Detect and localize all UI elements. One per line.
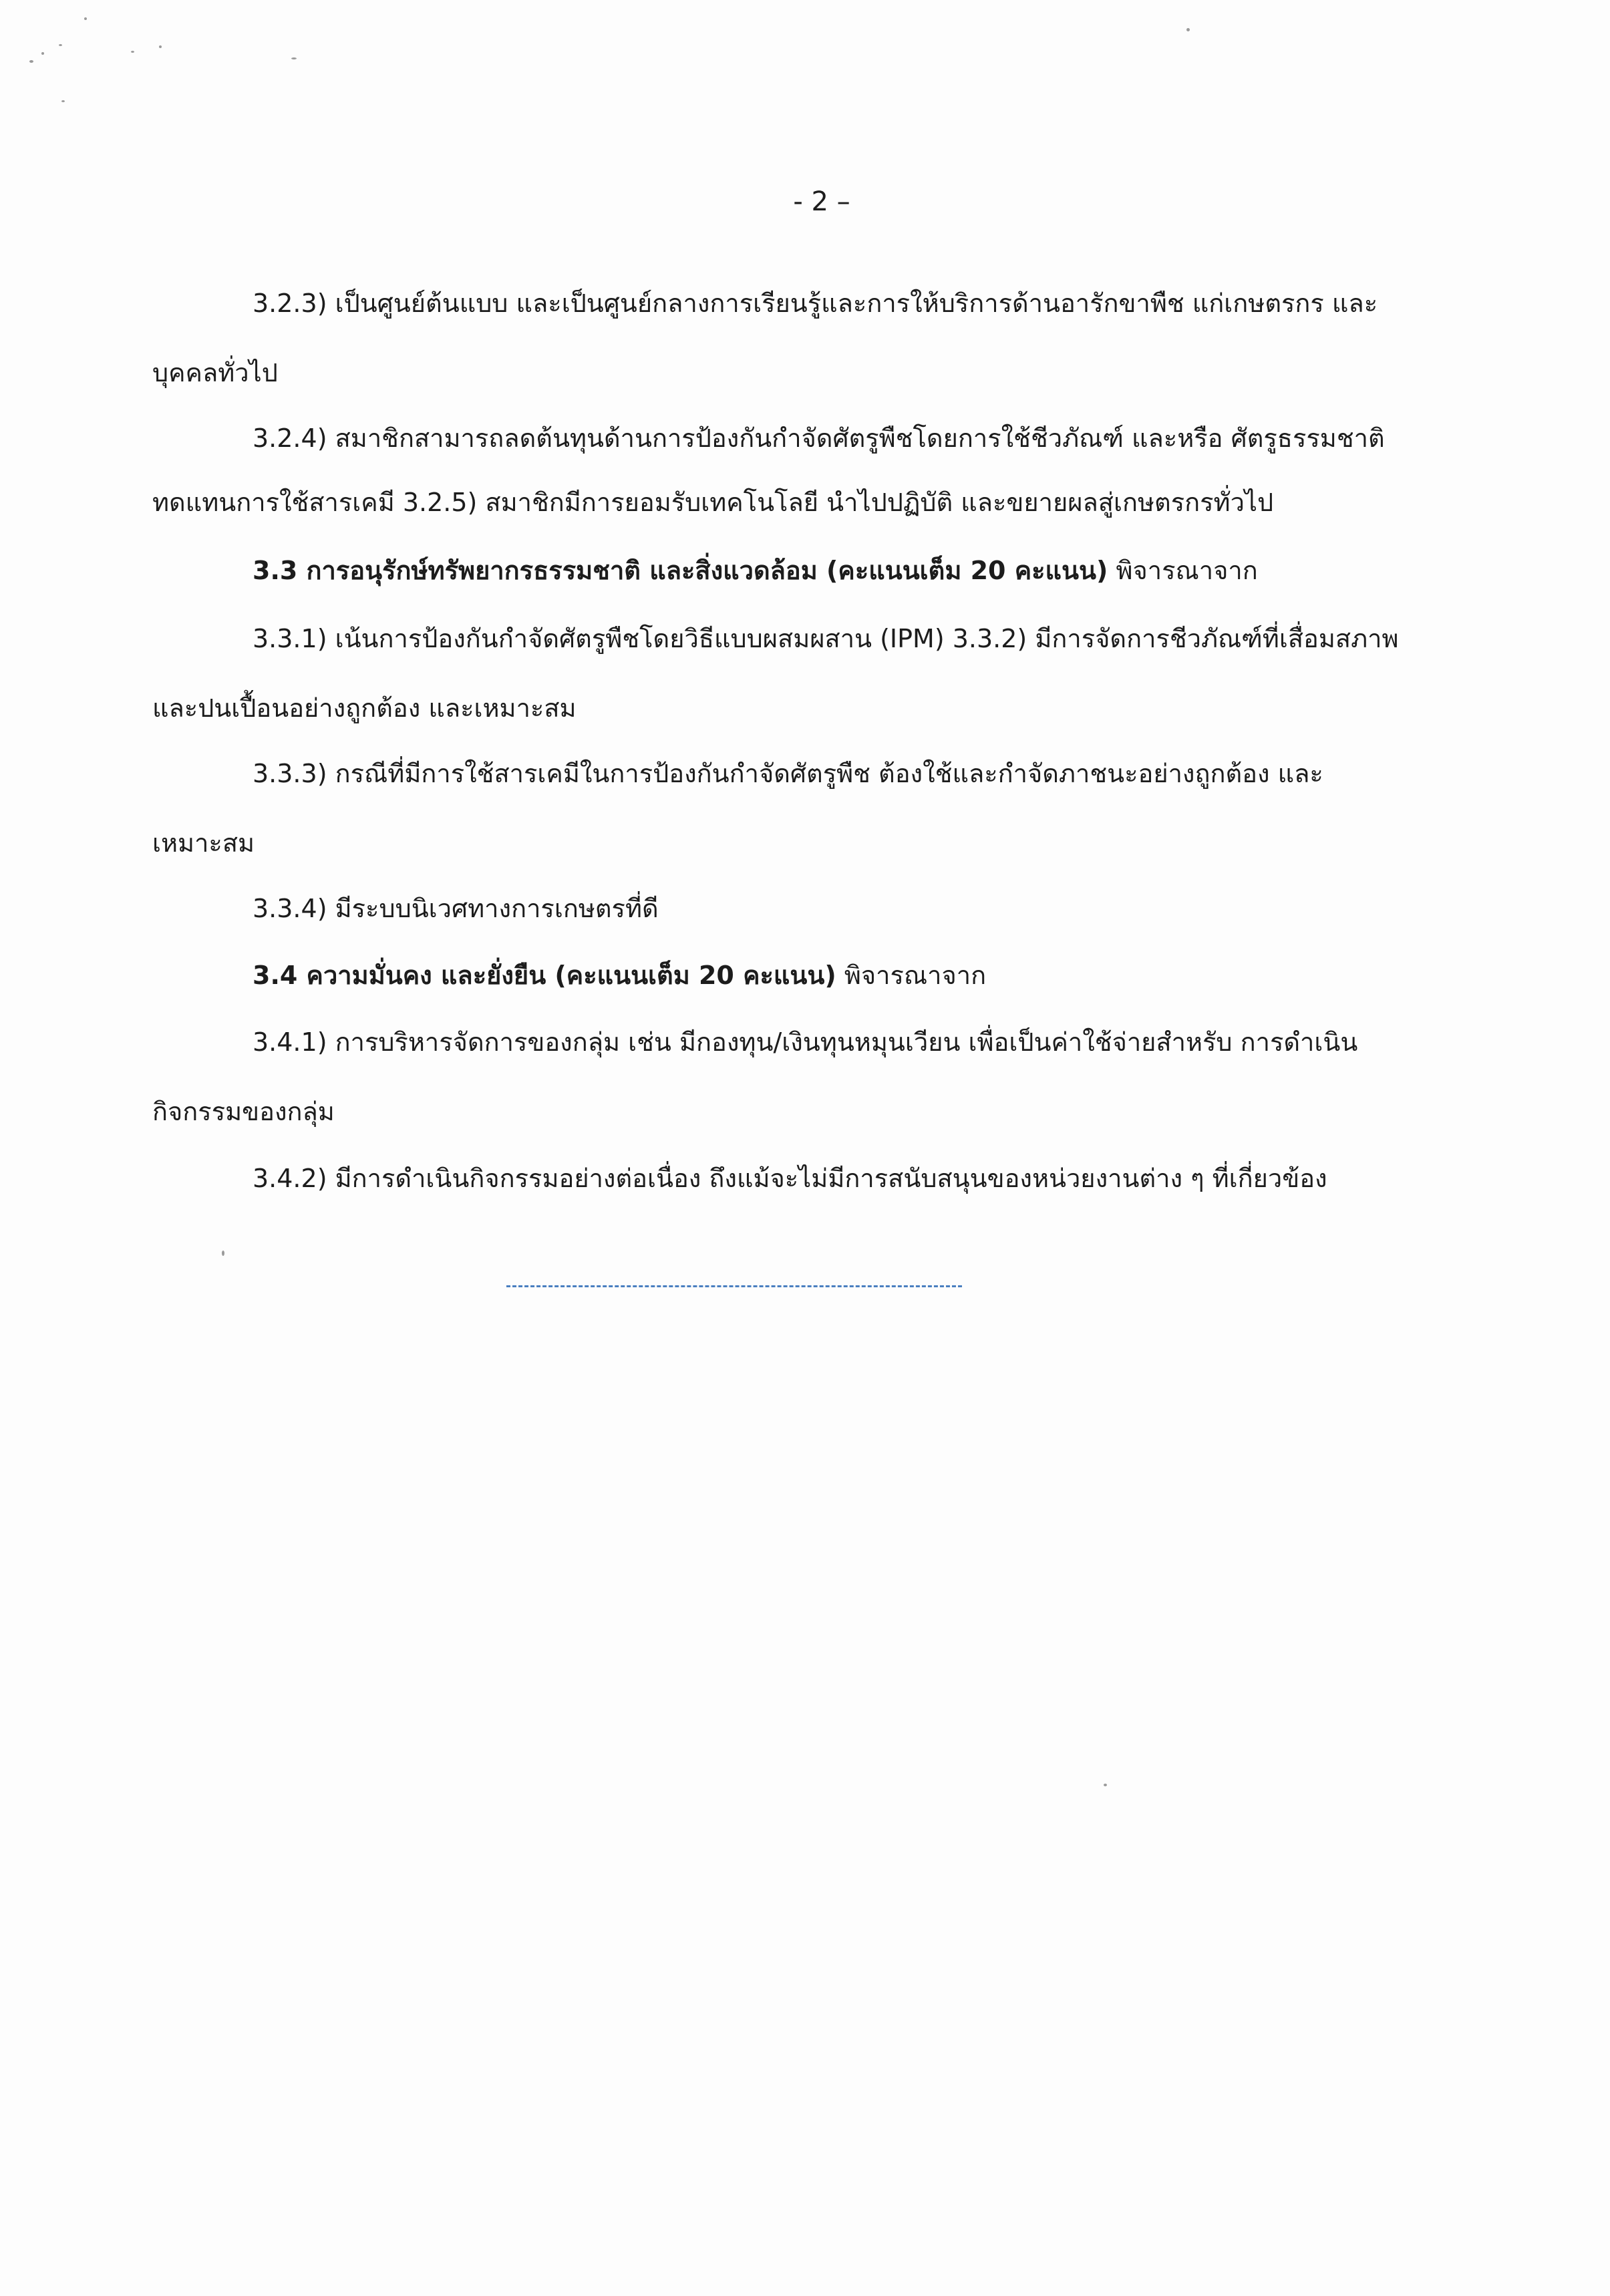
scan-speck <box>222 1251 224 1256</box>
paragraph-3-2-3-line-1: 3.2.3) เป็นศูนย์ต้นแบบ และเป็นศูนย์กลางการเรียนรู้และการให้บริการด้านอารักขาพืช แก่เกษตรกร และ <box>253 289 1378 318</box>
section-heading-3-4 <box>253 955 986 995</box>
paragraph-3-4-1-line-2: กิจกรรมของกลุ่ม <box>152 1097 335 1126</box>
scan-speck <box>1104 1784 1107 1786</box>
scan-speck <box>1186 28 1190 31</box>
scan-speck <box>159 45 162 48</box>
section-heading-3-4-title: 3.4 ความมั่นคง และยั่งยืน (คะแนนเต็ม 20 คะแนน) <box>253 961 836 990</box>
paragraph-3-3-1-line-2: และปนเปื้อนอย่างถูกต้อง และเหมาะสม <box>152 693 577 723</box>
scan-speck <box>131 51 134 53</box>
end-of-document-rule <box>506 1285 962 1287</box>
scan-speck <box>29 60 33 63</box>
section-heading-3-3 <box>253 550 1258 591</box>
scan-speck <box>41 52 44 55</box>
section-heading-3-3-title: 3.3 การอนุรักษ์ทรัพยากรธรรมชาติ และสิ่งแวดล้อม (คะแนนเต็ม 20 คะแนน) <box>253 556 1108 585</box>
section-heading-3-4-suffix: พิจารณาจาก <box>836 961 987 990</box>
paragraph-3-2-3-line-2: บุคคลทั่วไป <box>152 358 278 387</box>
paragraph-3-3-4: 3.3.4) มีระบบนิเวศทางการเกษตรที่ดี <box>253 894 659 923</box>
scan-speck <box>59 44 62 46</box>
paragraph-3-3-3-line-2: เหมาะสม <box>152 828 255 858</box>
paragraph-3-3-3-line-1: 3.3.3) กรณีที่มีการใช้สารเคมีในการป้องกันกำจัดศัตรูพืช ต้องใช้และกำจัดภาชนะอย่างถูกต้อง และ <box>253 759 1323 788</box>
section-heading-3-3-suffix: พิจารณาจาก <box>1108 556 1258 585</box>
page-number: - 2 – <box>793 186 850 217</box>
scan-speck <box>291 57 297 59</box>
paragraph-3-4-2: 3.4.2) มีการดำเนินกิจกรรมอย่างต่อเนื่อง ถึงแม้จะไม่มีการสนับสนุนของหน่วยงานต่าง ๆ ที่เกี่ยวข้อง <box>253 1164 1327 1193</box>
paragraph-3-3-1-line-1: 3.3.1) เน้นการป้องกันกำจัดศัตรูพืชโดยวิธีแบบผสมผสาน (IPM) 3.3.2) มีการจัดการชีวภัณฑ์ที่เสื่อมสภาพ <box>253 624 1399 653</box>
paragraph-3-2-4-line-1: 3.2.4) สมาชิกสามารถลดต้นทุนด้านการป้องกันกำจัดศัตรูพืชโดยการใช้ชีวภัณฑ์ และหรือ ศัตรูธรรมชาติ <box>253 424 1385 453</box>
paragraph-3-4-1-line-1: 3.4.1) การบริหารจัดการของกลุ่ม เช่น มีกองทุน/เงินทุนหมุนเวียน เพื่อเป็นค่าใช้จ่ายสำหรับ การดำเนิน <box>253 1027 1358 1057</box>
paragraph-3-2-4-line-2: ทดแทนการใช้สารเคมี 3.2.5) สมาชิกมีการยอมรับเทคโนโลยี นำไปปฏิบัติ และขยายผลสู่เกษตรกรทั่วไป <box>152 488 1274 517</box>
scan-speck <box>61 100 65 102</box>
scan-speck <box>84 17 87 20</box>
